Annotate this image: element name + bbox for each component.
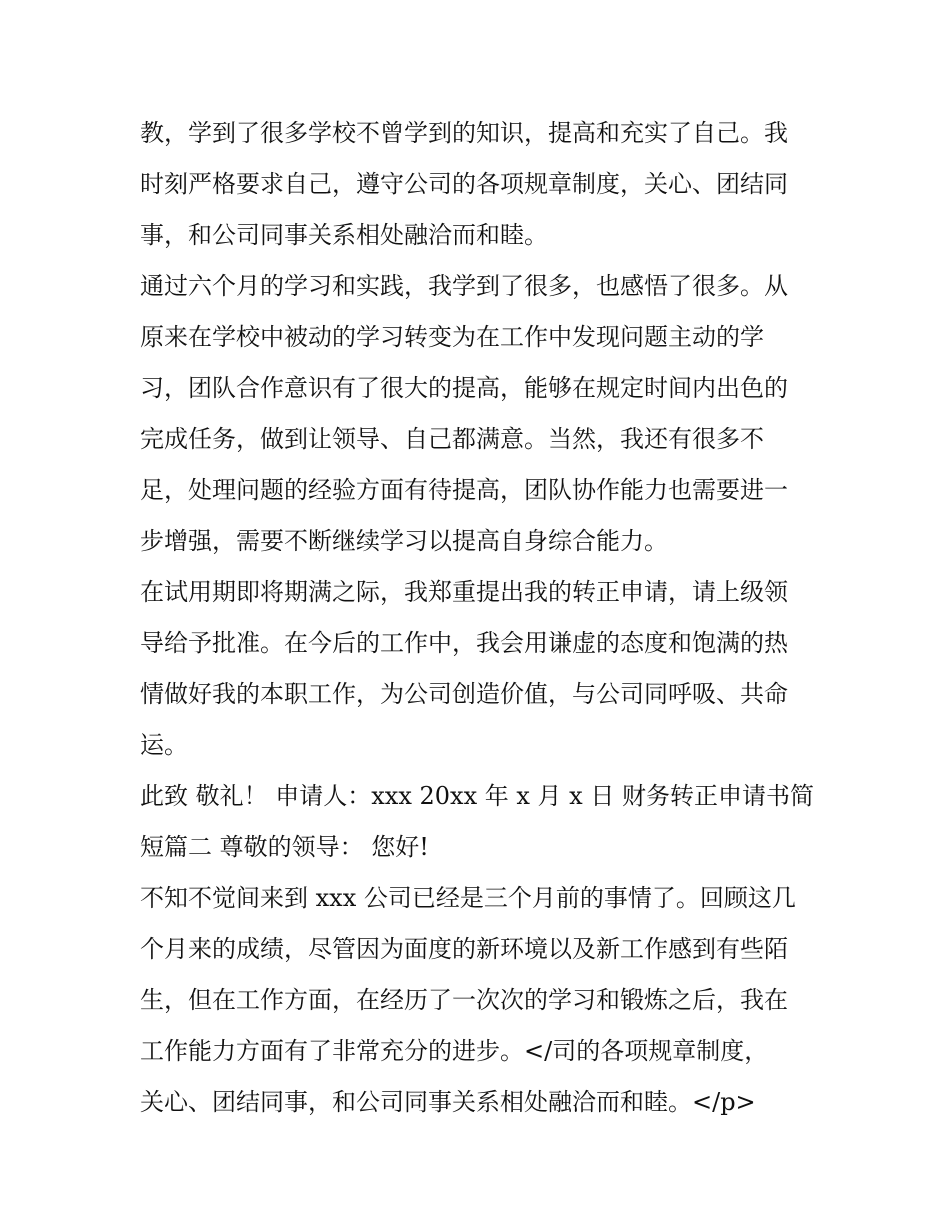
text-line: 教，学到了很多学校不曾学到的知识，提高和充实了自己。我	[140, 119, 788, 147]
text-line: 通过六个月的学习和实践，我学到了很多，也感悟了很多。从	[140, 272, 788, 300]
text-line: 习，团队合作意识有了很大的提高，能够在规定时间内出色的	[140, 374, 788, 402]
text-line: 完成任务，做到让领导、自己都满意。当然，我还有很多不	[140, 425, 764, 453]
text-line: 不知不觉间来到 xxx 公司已经是三个月前的事情了。回顾这几	[140, 884, 796, 912]
text-line: 生，但在工作方面，在经历了一次次的学习和锻炼之后，我在	[140, 986, 788, 1014]
text-line: 导给予批准。在今后的工作中，我会用谦虚的态度和饱满的热	[140, 629, 788, 657]
text-line: 个月来的成绩，尽管因为面度的新环境以及新工作感到有些陌	[140, 935, 788, 963]
text-line: 情做好我的本职工作，为公司创造价值，与公司同呼吸、共命	[140, 680, 788, 708]
text-line: 在试用期即将期满之际，我郑重提出我的转正申请，请上级领	[140, 578, 788, 606]
text-line: 足，处理问题的经验方面有待提高，团队协作能力也需要进一	[140, 476, 788, 504]
text-line: 事，和公司同事关系相处融洽而和睦。	[140, 221, 548, 249]
text-line: 此致 敬礼！ 申请人：xxx 20xx 年 x 月 x 日 财务转正申请书简	[140, 782, 814, 810]
text-line: 工作能力方面有了非常充分的进步。</司的各项规章制度，	[140, 1037, 769, 1065]
text-line: 短篇二 尊敬的领导： 您好!	[140, 833, 429, 861]
text-line: 时刻严格要求自己，遵守公司的各项规章制度，关心、团结同	[140, 170, 788, 198]
text-line: 运。	[140, 731, 188, 759]
document-page	[140, 108, 820, 1128]
text-line: 步增强，需要不断继续学习以提高自身综合能力。	[140, 527, 668, 555]
text-line: 原来在学校中被动的学习转变为在工作中发现问题主动的学	[140, 323, 764, 351]
text-line: 关心、团结同事，和公司同事关系相处融洽而和睦。</p>	[140, 1088, 756, 1116]
